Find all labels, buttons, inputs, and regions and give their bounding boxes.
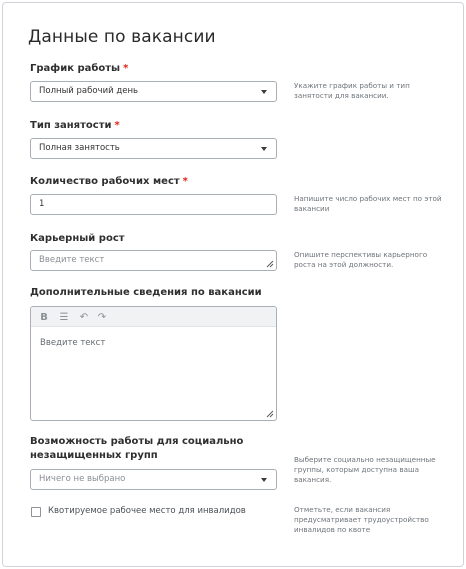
additional-editor[interactable] (30, 306, 277, 421)
employment-label-text: Тип занятости (30, 120, 112, 131)
vulnerable-label: Возможность работы для социально незащищенных групп (30, 436, 244, 461)
employment-label (30, 119, 270, 133)
quota-hint: Отметьте, если вакансия предусматривает трудоустройство инвалидов по квоте (294, 505, 429, 534)
required-mark: * (182, 176, 188, 187)
schedule-hint: Укажите график работы и тип занятости для вакансии. (294, 81, 410, 100)
vulnerable-hint: Выберите социально незащищенные группы, которым доступна ваша вакансия. (294, 455, 436, 484)
vacancy-data-card (2, 2, 464, 567)
schedule-select[interactable] (30, 81, 277, 102)
chevron-down-icon (261, 90, 267, 94)
positions-label (30, 175, 270, 189)
resize-handle-icon[interactable] (266, 260, 274, 268)
redo-icon[interactable]: ↷ (97, 311, 107, 323)
positions-input-value: 1 (39, 199, 45, 209)
positions-hint: Напишите число рабочих мест по этой вакансии (294, 194, 442, 213)
quota-checkbox[interactable] (31, 507, 41, 517)
additional-label: Дополнительные сведения по вакансии (30, 287, 262, 298)
employment-select[interactable] (30, 138, 277, 159)
schedule-select-value: Полный рабочий день (39, 86, 139, 96)
undo-icon[interactable]: ↶ (79, 311, 89, 323)
quota-checkbox-label[interactable]: Квотируемое рабочее место для инвалидов (48, 506, 246, 516)
positions-input[interactable] (30, 194, 277, 215)
career-label: Карьерный рост (30, 233, 125, 244)
vulnerable-select[interactable] (30, 469, 277, 490)
employment-select-value: Полная занятость (39, 143, 120, 153)
chevron-down-icon (261, 478, 267, 482)
required-mark: * (114, 120, 120, 131)
career-hint: Опишите перспективы карьерного роста на этой должности. (294, 250, 428, 269)
editor-toolbar (31, 307, 276, 327)
required-mark: * (123, 63, 129, 74)
positions-label-text: Количество рабочих мест (30, 176, 180, 187)
chevron-down-icon (261, 147, 267, 151)
career-placeholder: Введите текст (39, 255, 105, 265)
schedule-label-text: График работы (30, 63, 121, 74)
career-textarea[interactable] (30, 250, 277, 271)
section-title: Данные по вакансии (28, 27, 216, 47)
bold-icon[interactable]: B (40, 311, 48, 323)
additional-placeholder: Введите текст (40, 338, 106, 348)
resize-handle-icon[interactable] (266, 410, 274, 418)
list-icon[interactable]: ☰ (59, 311, 69, 323)
vulnerable-select-value: Ничего не выбрано (39, 474, 126, 484)
schedule-label (30, 62, 270, 76)
